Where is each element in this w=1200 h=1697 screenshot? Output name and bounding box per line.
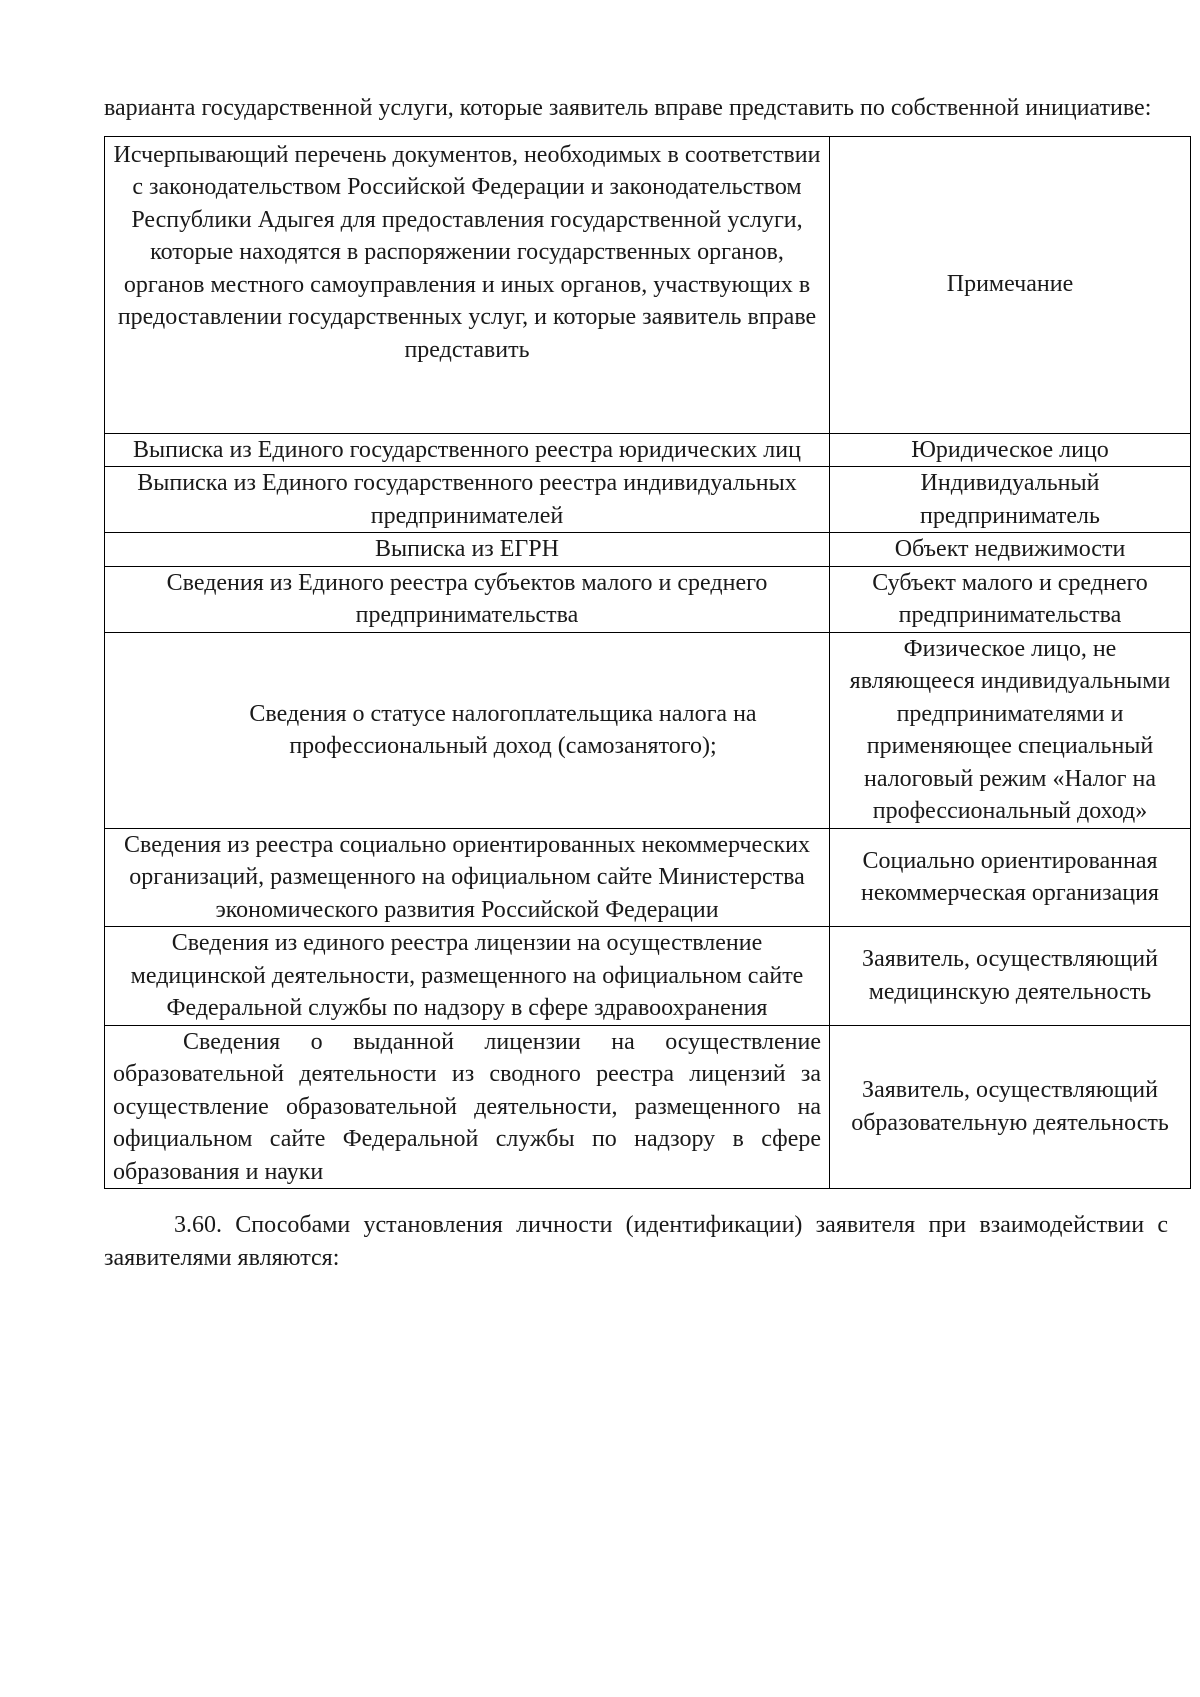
document-cell: Сведения из Единого реестра субъектов малого и среднего предпринимательства — [105, 566, 830, 632]
document-cell: Выписка из Единого государственного реестра юридических лиц — [105, 433, 830, 467]
header-documents-cell: Исчерпывающий перечень документов, необходимых в соответствии с законодательством Российской Федерации и законодательством Республики Адыгея для предоставления государственной услуги, которые находятся в распоряжении государственных органов, органов местного самоуправления и иных органов, участвующих в предоставлении государственных услуг, и которые заявитель вправе представить — [105, 136, 830, 433]
note-cell: Физическое лицо, не являющееся индивидуальными предпринимателями и применяющее специальный налоговый режим «Налог на профессиональный доход» — [830, 632, 1191, 828]
document-cell: Выписка из ЕГРН — [105, 533, 830, 567]
intro-paragraph: варианта государственной услуги, которые заявитель вправе представить по собственной инициативе: — [104, 95, 1152, 121]
document-cell: Сведения из единого реестра лицензии на осуществление медицинской деятельности, размещенного на официальном сайте Федеральной службы по надзору в сфере здравоохранения — [105, 927, 830, 1026]
document-page — [104, 92, 1171, 1274]
note-cell: Заявитель, осуществляющий медицинскую деятельность — [830, 927, 1191, 1026]
table-row — [105, 433, 1191, 467]
documents-table — [104, 136, 1191, 1190]
table-row — [105, 467, 1191, 533]
note-cell: Объект недвижимости — [830, 533, 1191, 567]
note-cell: Юридическое лицо — [830, 433, 1191, 467]
document-cell: Сведения о выданной лицензии на осуществление образовательной деятельности из сводного реестра лицензий за осуществление образовательной деятельности, размещенного на официальном сайте Федеральной службы по надзору в сфере образования и науки — [105, 1025, 830, 1189]
note-cell: Индивидуальный предприниматель — [830, 467, 1191, 533]
table-row — [105, 533, 1191, 567]
table-row — [105, 632, 1191, 828]
header-note-cell: Примечание — [830, 136, 1191, 433]
table-row — [105, 566, 1191, 632]
table-row — [105, 927, 1191, 1026]
outro-paragraph: 3.60. Способами установления личности (идентификации) заявителя при взаимодействии с заявителями являются: — [104, 1212, 1168, 1271]
note-cell: Социально ориентированная некоммерческая организация — [830, 828, 1191, 927]
table-row — [105, 828, 1191, 927]
note-cell: Субъект малого и среднего предпринимательства — [830, 566, 1191, 632]
document-cell: Выписка из Единого государственного реестра индивидуальных предпринимателей — [105, 467, 830, 533]
note-cell: Заявитель, осуществляющий образовательную деятельность — [830, 1025, 1191, 1189]
table-header-row — [105, 136, 1191, 433]
table-row — [105, 1025, 1191, 1189]
document-cell: Сведения о статусе налогоплательщика налога на профессиональный доход (самозанятого); — [105, 632, 830, 828]
document-cell: Сведения из реестра социально ориентированных некоммерческих организаций, размещенного на официальном сайте Министерства экономического развития Российской Федерации — [105, 828, 830, 927]
